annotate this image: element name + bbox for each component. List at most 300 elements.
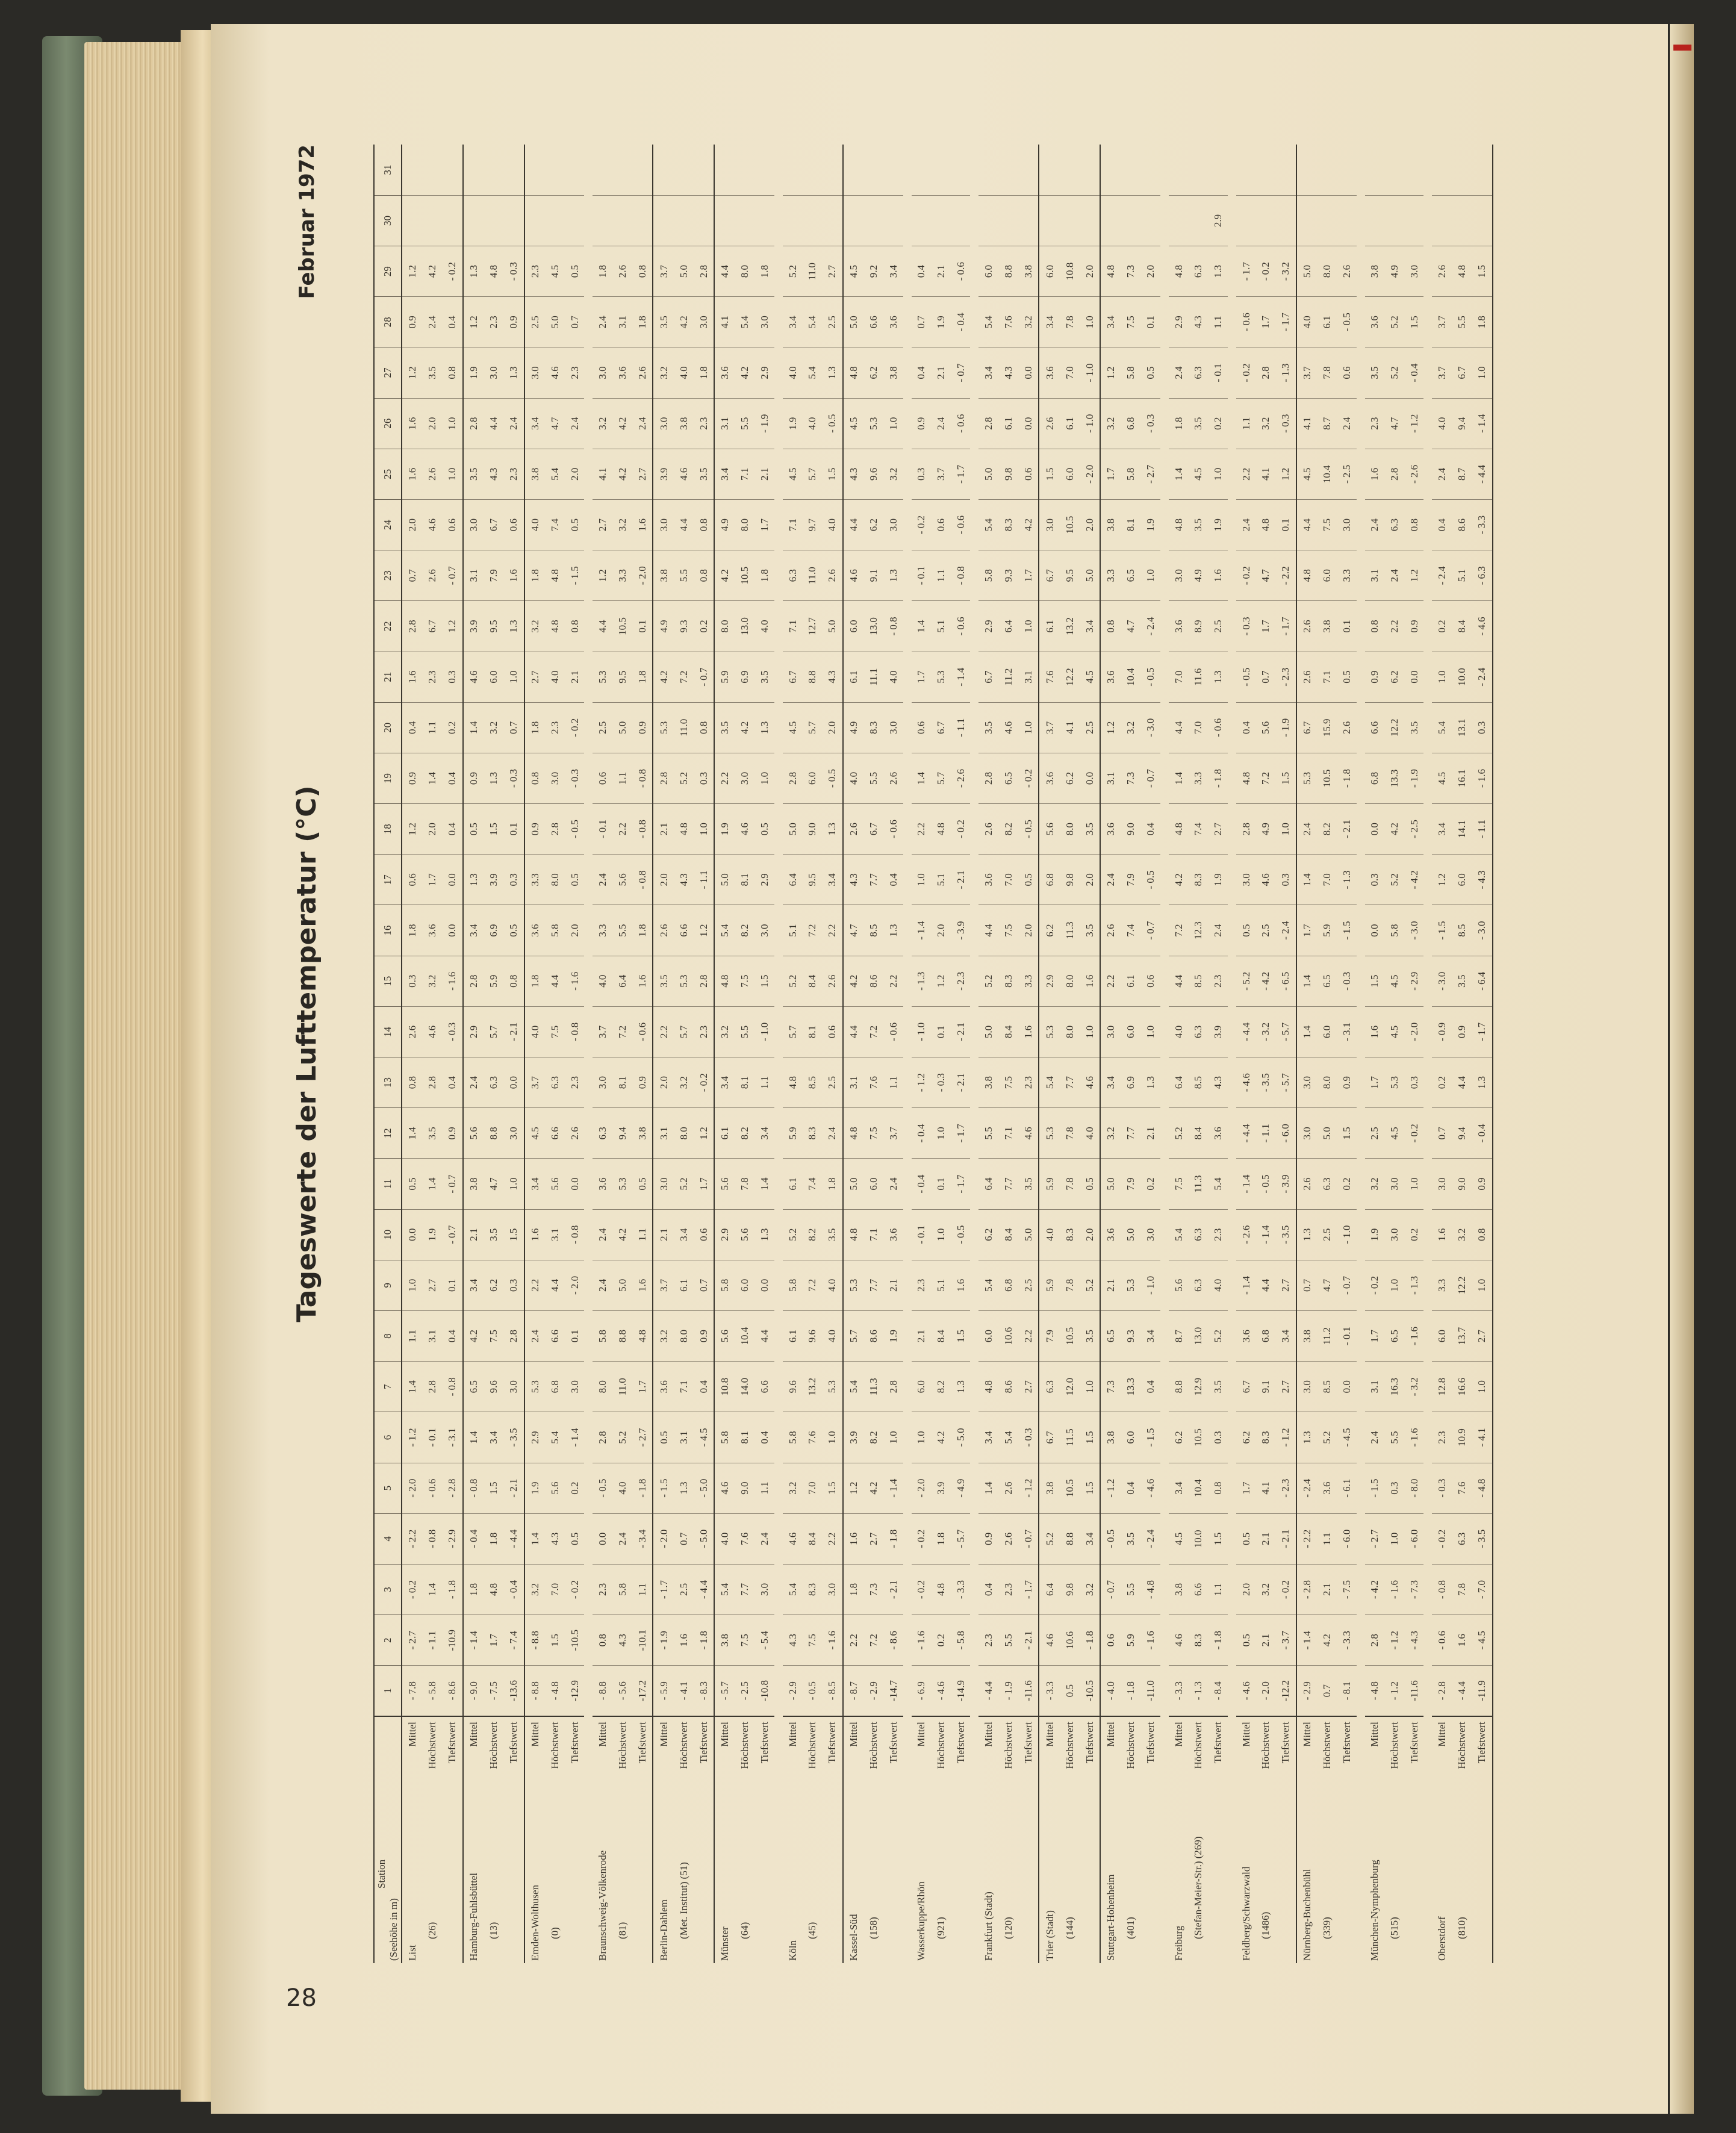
temperature-cell: 8.4 [802, 956, 822, 1006]
temperature-cell: 8.7 [1317, 398, 1337, 449]
temperature-cell: 7.7 [1121, 1108, 1141, 1159]
temperature-cell: 3.2 [1018, 297, 1039, 347]
temperature-cell: 0.9 [1337, 1057, 1357, 1108]
temperature-cell: 4.3 [545, 1513, 565, 1564]
temperature-cell [1100, 195, 1121, 246]
temperature-cell: 7.0 [545, 1564, 565, 1615]
temperature-cell: 8.2 [735, 1108, 755, 1159]
temperature-cell: 4.0 [883, 652, 903, 702]
temperature-cell: 3.3 [1189, 753, 1209, 803]
temperature-cell: - 3.5 [503, 1412, 524, 1463]
station-height: (26) [426, 1922, 438, 1939]
temperature-cell: - 1.2 [912, 1057, 932, 1108]
temperature-cell: 6.0 [735, 1260, 755, 1310]
temperature-cell: 6.7 [1039, 550, 1060, 601]
temperature-cell: 9.0 [1452, 1159, 1472, 1209]
temperature-cell: 1.2 [463, 297, 484, 347]
temperature-cell: - 5.0 [951, 1412, 971, 1463]
temperature-cell: 5.5 [978, 1108, 998, 1159]
temperature-cell: 4.2 [735, 702, 755, 753]
station-height: (401) [1125, 1917, 1137, 1939]
temperature-cell: 5.7 [783, 1006, 803, 1057]
temperature-cell: - 2.2 [1296, 1513, 1318, 1564]
station-name: List [406, 1945, 418, 1961]
temperature-cell: 3.2 [593, 398, 612, 449]
temperature-cell: 3.2 [484, 702, 503, 753]
temperature-cell: - 0.7 [442, 1159, 463, 1209]
temperature-cell: - 2.4 [1140, 1513, 1160, 1564]
day-header: 20 [374, 702, 402, 753]
temperature-cell: 10.5 [1317, 753, 1337, 803]
temperature-cell [822, 145, 843, 195]
temperature-cell: 3.6 [1208, 1108, 1228, 1159]
temperature-cell: 1.3 [883, 550, 903, 601]
temperature-cell: - 0.5 [1140, 855, 1160, 905]
temperature-cell: 2.7 [423, 1260, 443, 1310]
temperature-cell: 7.7 [998, 1159, 1018, 1209]
temperature-cell: 0.8 [1472, 1209, 1493, 1260]
temperature-cell: 5.3 [1121, 1260, 1141, 1310]
temperature-cell: 3.6 [1169, 601, 1189, 652]
temperature-cell: 4.0 [822, 1260, 843, 1310]
temperature-cell: 5.3 [822, 1362, 843, 1412]
temperature-cell: 6.2 [863, 347, 883, 398]
temperature-cell: 3.0 [545, 753, 565, 803]
temperature-cell: 4.5 [1384, 1006, 1404, 1057]
temperature-cell: 1.9 [1140, 500, 1160, 550]
temperature-cell: 5.5 [1121, 1564, 1141, 1615]
temperature-cell: 5.2 [1208, 1311, 1228, 1362]
temperature-cell: 10.0 [1452, 652, 1472, 702]
temperature-cell: - 3.2 [1255, 1006, 1275, 1057]
temperature-cell: - 3.9 [1275, 1159, 1296, 1209]
temperature-cell: - 0.2 [565, 702, 585, 753]
temperature-cell: 3.1 [545, 1209, 565, 1260]
temperature-cell: 7.8 [1452, 1564, 1472, 1615]
temperature-cell: 0.5 [632, 1159, 653, 1209]
temperature-cell: 1.4 [402, 1362, 423, 1412]
temperature-cell: - 0.8 [1432, 1564, 1452, 1615]
temperature-cell: 1.4 [524, 1513, 546, 1564]
temperature-cell: 9.1 [863, 550, 883, 601]
temperature-cell: 4.2 [674, 297, 694, 347]
temperature-cell: 3.6 [1100, 1209, 1121, 1260]
temperature-cell: 2.4 [931, 398, 951, 449]
table-row [1121, 145, 1141, 1963]
temperature-cell: 0.8 [693, 550, 714, 601]
temperature-cell: 3.1 [1365, 550, 1385, 601]
temperature-cell: 3.2 [1255, 398, 1275, 449]
temperature-cell: - 0.1 [912, 550, 932, 601]
value-type: Mittel [1172, 1722, 1184, 1747]
temperature-cell [951, 145, 971, 195]
temperature-cell: 2.2 [843, 1615, 864, 1666]
temperature-cell: 8.5 [863, 905, 883, 956]
temperature-cell: 5.7 [802, 449, 822, 499]
temperature-cell: - 3.7 [1275, 1615, 1296, 1666]
temperature-cell: 6.5 [1100, 1311, 1121, 1362]
temperature-cell: 4.0 [843, 753, 864, 803]
temperature-cell: - 0.6 [1236, 297, 1256, 347]
temperature-cell: 6.5 [463, 1362, 484, 1412]
temperature-cell: - 1.6 [1472, 753, 1493, 803]
temperature-cell: 0.5 [463, 804, 484, 855]
temperature-cell: 4.1 [1255, 1463, 1275, 1513]
temperature-cell [1317, 195, 1337, 246]
temperature-cell: 1.7 [912, 652, 932, 702]
temperature-cell: 4.3 [1208, 1057, 1228, 1108]
temperature-cell: 1.0 [822, 1412, 843, 1463]
station-gap-cell [1357, 145, 1365, 1963]
temperature-cell: 0.0 [503, 1057, 524, 1108]
temperature-cell: - 5.4 [754, 1615, 774, 1666]
value-type: Tiefstwert [759, 1722, 770, 1764]
temperature-cell [754, 195, 774, 246]
temperature-cell: 3.5 [484, 1209, 503, 1260]
temperature-cell: 1.6 [1079, 956, 1100, 1006]
temperature-cell: - 1.3 [912, 956, 932, 1006]
temperature-cell: 7.9 [1121, 855, 1141, 905]
temperature-cell: 3.8 [524, 449, 546, 499]
temperature-cell: - 6.1 [1337, 1463, 1357, 1513]
temperature-cell: 3.5 [423, 1108, 443, 1159]
temperature-cell: 3.1 [674, 1412, 694, 1463]
temperature-cell: 6.1 [1121, 956, 1141, 1006]
temperature-cell: 4.0 [754, 601, 774, 652]
temperature-cell: 8.6 [863, 1311, 883, 1362]
temperature-cell: 4.2 [843, 956, 864, 1006]
value-type: Mittel [1044, 1722, 1056, 1747]
temperature-cell: - 0.2 [1236, 347, 1256, 398]
temperature-cell: 4.3 [783, 1615, 803, 1666]
temperature-cell: 0.3 [442, 652, 463, 702]
temperature-cell: 5.3 [1039, 1108, 1060, 1159]
temperature-cell: 7.7 [735, 1564, 755, 1615]
temperature-cell: 4.6 [1255, 855, 1275, 905]
temperature-cell: 4.9 [1255, 804, 1275, 855]
temperature-cell [1018, 195, 1039, 246]
temperature-cell: 5.4 [802, 347, 822, 398]
station-name: Berlin-Dahlem [658, 1899, 670, 1961]
temperature-cell: 5.9 [1039, 1159, 1060, 1209]
temperature-cell: 0.5 [402, 1159, 423, 1209]
station-height: (Stefan-Meier-Str.) (269) [1192, 1836, 1204, 1939]
temperature-cell: - 1.7 [653, 1564, 674, 1615]
temperature-cell: 8.0 [1060, 956, 1080, 1006]
temperature-cell: 0.8 [693, 702, 714, 753]
temperature-cell: 1.0 [931, 1209, 951, 1260]
station-cell-empty [1472, 1783, 1493, 1963]
table-row [612, 145, 632, 1963]
value-type: Tiefstwert [1408, 1722, 1420, 1764]
temperature-cell: - 2.0 [632, 550, 653, 601]
temperature-cell: - 7.4 [503, 1615, 524, 1666]
temperature-cell [1018, 145, 1039, 195]
temperature-cell: 1.4 [978, 1463, 998, 1513]
temperature-cell: 3.2 [883, 449, 903, 499]
temperature-cell: 3.0 [754, 1564, 774, 1615]
temperature-cell: 5.3 [593, 652, 612, 702]
temperature-cell: 4.6 [1039, 1615, 1060, 1666]
temperature-cell: - 0.3 [931, 1057, 951, 1108]
temperature-cell: 0.5 [565, 855, 585, 905]
temperature-cell: - 2.4 [1432, 550, 1452, 601]
temperature-cell: - 0.2 [402, 1564, 423, 1615]
temperature-cell: 2.6 [1039, 398, 1060, 449]
temperature-cell: 3.2 [524, 601, 546, 652]
temperature-cell: 2.4 [593, 297, 612, 347]
temperature-cell: 9.5 [1060, 550, 1080, 601]
temperature-cell: - 1.4 [1255, 1209, 1275, 1260]
temperature-cell: 7.1 [735, 449, 755, 499]
temperature-cell: 3.3 [1100, 550, 1121, 601]
temperature-cell: 0.0 [1337, 1362, 1357, 1412]
temperature-cell: 4.1 [714, 297, 735, 347]
temperature-cell: 3.6 [1100, 804, 1121, 855]
temperature-cell: 5.8 [1384, 905, 1404, 956]
temperature-cell: 4.5 [1384, 1108, 1404, 1159]
temperature-cell: 1.8 [632, 297, 653, 347]
temperature-cell: 0.5 [754, 804, 774, 855]
temperature-cell: 2.8 [545, 804, 565, 855]
temperature-cell: 6.9 [484, 905, 503, 956]
temperature-cell [1384, 145, 1404, 195]
temperature-cell: 4.0 [1208, 1260, 1228, 1310]
temperature-cell: 0.9 [1365, 652, 1385, 702]
temperature-cell: - 4.6 [1236, 1666, 1256, 1716]
temperature-cell: 3.8 [1100, 500, 1121, 550]
temperature-cell: 0.7 [912, 297, 932, 347]
temperature-cell: 1.5 [1275, 753, 1296, 803]
temperature-cell: 2.7 [1018, 1362, 1039, 1412]
temperature-cell: 2.1 [1140, 1108, 1160, 1159]
temperature-cell: 4.6 [843, 550, 864, 601]
temperature-cell: 5.1 [783, 905, 803, 956]
temperature-cell: - 3.0 [1140, 702, 1160, 753]
temperature-cell: 6.0 [863, 1159, 883, 1209]
temperature-cell: -11.9 [1472, 1666, 1493, 1716]
temperature-cell: - 1.7 [1236, 246, 1256, 297]
temperature-cell: 5.4 [802, 297, 822, 347]
temperature-cell: 3.8 [1365, 246, 1385, 297]
temperature-cell: 4.1 [1296, 398, 1318, 449]
temperature-cell: 4.6 [998, 702, 1018, 753]
value-type: Tiefstwert [1212, 1722, 1224, 1764]
temperature-cell: 8.2 [802, 1209, 822, 1260]
temperature-cell: 1.6 [1208, 550, 1228, 601]
temperature-cell: - 0.7 [1100, 1564, 1121, 1615]
temperature-cell: 7.5 [998, 905, 1018, 956]
temperature-cell: 4.2 [653, 652, 674, 702]
temperature-cell: 0.8 [442, 347, 463, 398]
temperature-cell: - 0.4 [1404, 347, 1424, 398]
value-type: Höchstwert [1321, 1722, 1333, 1769]
station-gap-cell [1228, 145, 1236, 1963]
temperature-cell: 3.8 [714, 1615, 735, 1666]
temperature-cell: 3.6 [978, 855, 998, 905]
temperature-cell: 1.2 [1275, 449, 1296, 499]
temperature-cell: 5.0 [1018, 1209, 1039, 1260]
temperature-cell: 8.2 [931, 1362, 951, 1412]
temperature-cell: 1.1 [632, 1209, 653, 1260]
temperature-cell: 5.7 [484, 1006, 503, 1057]
temperature-cell: - 0.5 [822, 398, 843, 449]
temperature-cell: 4.5 [783, 449, 803, 499]
temperature-cell: - 0.2 [1255, 246, 1275, 297]
temperature-cell: 4.3 [843, 449, 864, 499]
temperature-cell: 4.0 [1039, 1209, 1060, 1260]
temperature-cell: 9.0 [802, 804, 822, 855]
temperature-cell: 0.1 [565, 1311, 585, 1362]
temperature-cell: - 1.7 [951, 1159, 971, 1209]
temperature-cell: 7.5 [735, 956, 755, 1006]
temperature-cell: 5.0 [612, 1260, 632, 1310]
temperature-cell: - 5.7 [951, 1513, 971, 1564]
temperature-cell: - 4.8 [545, 1666, 565, 1716]
temperature-cell [612, 195, 632, 246]
temperature-cell: - 0.1 [593, 804, 612, 855]
temperature-cell: 10.5 [1060, 500, 1080, 550]
temperature-cell: - 2.4 [1140, 601, 1160, 652]
temperature-cell: 13.3 [1121, 1362, 1141, 1412]
temperature-cell: 1.8 [822, 1159, 843, 1209]
temperature-cell: 1.8 [1472, 297, 1493, 347]
temperature-cell [1337, 145, 1357, 195]
temperature-cell: 5.2 [783, 956, 803, 1006]
temperature-cell: - 1.4 [1296, 1615, 1318, 1666]
temperature-cell: 6.2 [1384, 652, 1404, 702]
temperature-cell: 4.8 [1452, 246, 1472, 297]
temperature-cell: - 1.6 [1404, 1412, 1424, 1463]
temperature-cell: 0.4 [1121, 1463, 1141, 1513]
temperature-cell: 3.7 [653, 246, 674, 297]
temperature-cell: 5.6 [463, 1108, 484, 1159]
temperature-cell: 2.3 [545, 702, 565, 753]
temperature-cell: - 2.1 [883, 1564, 903, 1615]
temperature-cell: 5.4 [998, 1412, 1018, 1463]
temperature-cell: 1.3 [951, 1362, 971, 1412]
temperature-cell: 6.2 [1236, 1412, 1256, 1463]
temperature-cell: 5.5 [1452, 297, 1472, 347]
temperature-cell: 5.0 [1121, 1209, 1141, 1260]
temperature-cell: 5.8 [783, 1412, 803, 1463]
temperature-cell: 5.2 [783, 246, 803, 297]
temperature-cell: 3.4 [1079, 1513, 1100, 1564]
temperature-cell: 2.3 [1432, 1412, 1452, 1463]
temperature-cell: 11.2 [1317, 1311, 1337, 1362]
temperature-cell: 6.3 [545, 1057, 565, 1108]
temperature-cell: 1.7 [423, 855, 443, 905]
temperature-cell: 3.3 [612, 550, 632, 601]
station-cell-empty [503, 1783, 524, 1963]
temperature-cell: 3.5 [1365, 347, 1385, 398]
temperature-cell: 4.8 [632, 1311, 653, 1362]
temperature-cell: 2.3 [1208, 1209, 1228, 1260]
table-row [1365, 145, 1385, 1963]
temperature-cell: 3.5 [1189, 500, 1209, 550]
temperature-cell [402, 195, 423, 246]
temperature-cell [484, 195, 503, 246]
table-row [632, 145, 653, 1963]
temperature-cell: - 1.6 [822, 1615, 843, 1666]
temperature-cell: 8.4 [802, 1513, 822, 1564]
temperature-cell: - 0.5 [1236, 652, 1256, 702]
temperature-cell: 5.5 [674, 550, 694, 601]
temperature-cell: 1.2 [402, 804, 423, 855]
temperature-cell: 8.6 [998, 1362, 1018, 1412]
temperature-cell: 1.0 [1472, 347, 1493, 398]
temperature-cell: 4.8 [1169, 804, 1189, 855]
temperature-cell: 6.8 [1365, 753, 1385, 803]
temperature-cell: 6.1 [1060, 398, 1080, 449]
value-type: Tiefstwert [1340, 1722, 1352, 1764]
temperature-cell: 7.8 [735, 1159, 755, 1209]
temperature-cell [1060, 195, 1080, 246]
temperature-cell: 2.6 [1296, 1159, 1318, 1209]
temperature-cell: 2.4 [1432, 449, 1452, 499]
temperature-cell: - 5.2 [1236, 956, 1256, 1006]
temperature-cell: - 1.7 [1472, 1006, 1493, 1057]
temperature-cell: 5.5 [612, 905, 632, 956]
temperature-cell: 4.0 [524, 500, 546, 550]
temperature-cell: 0.3 [503, 1260, 524, 1310]
temperature-cell: 0.1 [931, 1159, 951, 1209]
temperature-cell: 2.4 [1365, 1412, 1385, 1463]
temperature-cell: 6.0 [1121, 1412, 1141, 1463]
temperature-cell: 5.2 [1384, 855, 1404, 905]
temperature-cell: 3.4 [524, 1159, 546, 1209]
temperature-cell [735, 195, 755, 246]
temperature-cell: - 0.7 [951, 347, 971, 398]
temperature-cell: 6.0 [1317, 1006, 1337, 1057]
temperature-cell [545, 145, 565, 195]
temperature-cell: 4.6 [423, 500, 443, 550]
day-header: 15 [374, 956, 402, 1006]
temperature-cell: 0.7 [1317, 1666, 1337, 1716]
temperature-cell: - 8.6 [883, 1615, 903, 1666]
temperature-cell: 0.6 [912, 702, 932, 753]
temperature-cell: 3.0 [1296, 1108, 1318, 1159]
table-row [883, 145, 903, 1963]
temperature-cell: 4.8 [484, 1564, 503, 1615]
temperature-cell: 1.8 [524, 702, 546, 753]
value-type: Höchstwert [1455, 1722, 1467, 1769]
temperature-cell: 1.7 [1296, 905, 1318, 956]
temperature-cell: 7.8 [1060, 1159, 1080, 1209]
temperature-cell: 4.0 [714, 1513, 735, 1564]
temperature-cell [783, 145, 803, 195]
temperature-cell: 8.0 [1317, 1057, 1337, 1108]
temperature-cell: 4.4 [484, 398, 503, 449]
temperature-cell: - 2.4 [1472, 652, 1493, 702]
temperature-cell: 3.4 [754, 1108, 774, 1159]
temperature-cell: - 1.1 [1472, 804, 1493, 855]
temperature-cell: - 2.2 [402, 1513, 423, 1564]
temperature-cell: 7.5 [863, 1108, 883, 1159]
temperature-cell: 10.5 [1060, 1463, 1080, 1513]
temperature-cell: 1.3 [1208, 652, 1228, 702]
temperature-cell: 1.3 [1296, 1412, 1318, 1463]
temperature-cell: 4.0 [783, 347, 803, 398]
temperature-cell: - 8.5 [822, 1666, 843, 1716]
temperature-cell: - 3.2 [1275, 246, 1296, 297]
temperature-cell: 2.1 [565, 652, 585, 702]
temperature-cell [653, 145, 674, 195]
temperature-cell: 6.9 [1121, 1057, 1141, 1108]
temperature-cell: 1.7 [754, 500, 774, 550]
temperature-cell: - 5.7 [714, 1666, 735, 1716]
temperature-cell: 9.6 [863, 449, 883, 499]
